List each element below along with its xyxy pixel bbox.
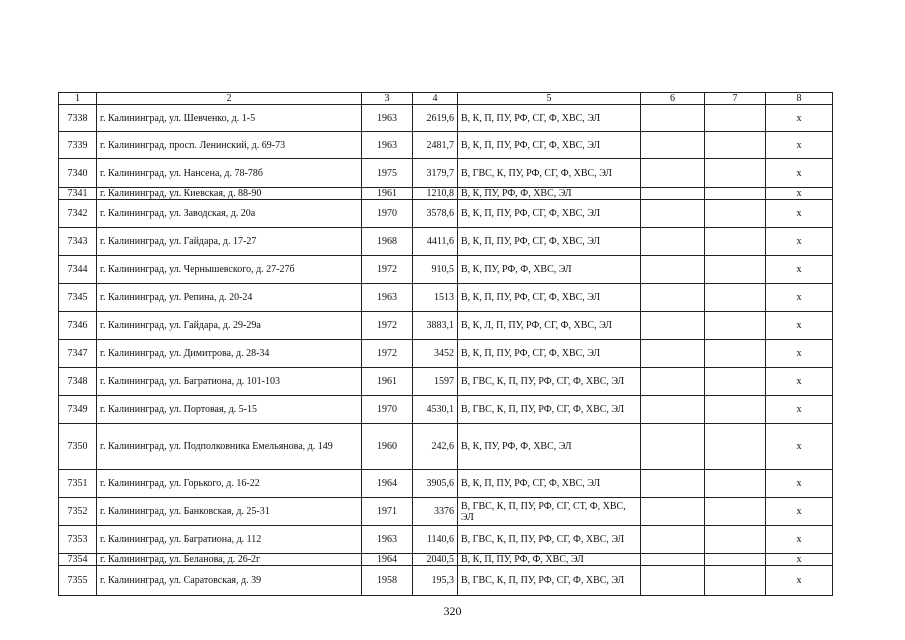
column-6-cell <box>641 188 705 200</box>
column-header: 8 <box>766 93 833 105</box>
services-cell: В, К, ПУ, РФ, Ф, ХВС, ЭЛ <box>458 188 641 200</box>
row-number: 7341 <box>59 188 97 200</box>
year-cell: 1963 <box>362 526 413 554</box>
column-8-cell: х <box>766 256 833 284</box>
column-6-cell <box>641 526 705 554</box>
services-cell: В, ГВС, К, П, ПУ, РФ, СГ, СТ, Ф, ХВС, ЭЛ <box>458 498 641 526</box>
area-cell: 2481,7 <box>413 132 458 159</box>
year-cell: 1964 <box>362 554 413 566</box>
area-cell: 1140,6 <box>413 526 458 554</box>
services-cell: В, К, ПУ, РФ, Ф, ХВС, ЭЛ <box>458 424 641 470</box>
address-cell: г. Калининград, ул. Димитрова, д. 28-34 <box>97 340 362 368</box>
column-6-cell <box>641 470 705 498</box>
address-cell: г. Калининград, ул. Горького, д. 16-22 <box>97 470 362 498</box>
row-number: 7339 <box>59 132 97 159</box>
column-7-cell <box>705 312 766 340</box>
column-7-cell <box>705 566 766 596</box>
address-cell: г. Калининград, ул. Беланова, д. 26-2г <box>97 554 362 566</box>
column-6-cell <box>641 368 705 396</box>
area-cell: 3883,1 <box>413 312 458 340</box>
area-cell: 1597 <box>413 368 458 396</box>
year-cell: 1972 <box>362 256 413 284</box>
area-cell: 910,5 <box>413 256 458 284</box>
column-header: 1 <box>59 93 97 105</box>
table-row <box>59 159 833 188</box>
column-8-cell: х <box>766 424 833 470</box>
column-header: 5 <box>458 93 641 105</box>
year-cell: 1964 <box>362 470 413 498</box>
area-cell: 195,3 <box>413 566 458 596</box>
year-cell: 1970 <box>362 200 413 228</box>
column-8-cell: х <box>766 526 833 554</box>
services-cell: В, ГВС, К, П, ПУ, РФ, СГ, Ф, ХВС, ЭЛ <box>458 526 641 554</box>
table-row <box>59 284 833 312</box>
column-7-cell <box>705 284 766 312</box>
table-row <box>59 526 833 554</box>
column-7-cell <box>705 498 766 526</box>
column-8-cell: х <box>766 105 833 132</box>
column-8-cell: х <box>766 284 833 312</box>
column-header: 2 <box>97 93 362 105</box>
column-7-cell <box>705 200 766 228</box>
column-8-cell: х <box>766 340 833 368</box>
area-cell: 1210,8 <box>413 188 458 200</box>
column-8-cell: х <box>766 368 833 396</box>
year-cell: 1963 <box>362 105 413 132</box>
column-header: 6 <box>641 93 705 105</box>
column-7-cell <box>705 188 766 200</box>
column-6-cell <box>641 132 705 159</box>
row-number: 7344 <box>59 256 97 284</box>
year-cell: 1963 <box>362 284 413 312</box>
address-cell: г. Калининград, ул. Заводская, д. 20а <box>97 200 362 228</box>
column-7-cell <box>705 340 766 368</box>
area-cell: 3578,6 <box>413 200 458 228</box>
row-number: 7353 <box>59 526 97 554</box>
year-cell: 1961 <box>362 368 413 396</box>
address-cell: г. Калининград, ул. Нансена, д. 78-78б <box>97 159 362 188</box>
column-8-cell: х <box>766 132 833 159</box>
address-cell: г. Калининград, ул. Репина, д. 20-24 <box>97 284 362 312</box>
column-header: 3 <box>362 93 413 105</box>
address-cell: г. Калининград, ул. Чернышевского, д. 27-27б <box>97 256 362 284</box>
column-7-cell <box>705 396 766 424</box>
row-number: 7345 <box>59 284 97 312</box>
column-8-cell: х <box>766 566 833 596</box>
year-cell: 1975 <box>362 159 413 188</box>
housing-register-table <box>58 92 833 596</box>
column-7-cell <box>705 470 766 498</box>
page-number: 320 <box>443 604 462 618</box>
column-6-cell <box>641 159 705 188</box>
address-cell: г. Калининград, ул. Банковская, д. 25-31 <box>97 498 362 526</box>
year-cell: 1971 <box>362 498 413 526</box>
services-cell: В, ГВС, К, П, ПУ, РФ, СГ, Ф, ХВС, ЭЛ <box>458 396 641 424</box>
address-cell: г. Калининград, ул. Шевченко, д. 1-5 <box>97 105 362 132</box>
column-8-cell: х <box>766 470 833 498</box>
table-row <box>59 498 833 526</box>
address-cell: г. Калининград, ул. Портовая, д. 5-15 <box>97 396 362 424</box>
column-7-cell <box>705 228 766 256</box>
services-cell: В, ГВС, К, П, ПУ, РФ, СГ, Ф, ХВС, ЭЛ <box>458 368 641 396</box>
services-cell: В, К, П, ПУ, РФ, СГ, Ф, ХВС, ЭЛ <box>458 340 641 368</box>
year-cell: 1970 <box>362 396 413 424</box>
year-cell: 1968 <box>362 228 413 256</box>
table-row <box>59 566 833 596</box>
row-number: 7352 <box>59 498 97 526</box>
area-cell: 1513 <box>413 284 458 312</box>
column-8-cell: х <box>766 554 833 566</box>
table-row <box>59 554 833 566</box>
table-row <box>59 256 833 284</box>
row-number: 7338 <box>59 105 97 132</box>
address-cell: г. Калининград, ул. Гайдара, д. 29-29а <box>97 312 362 340</box>
column-8-cell: х <box>766 312 833 340</box>
row-number: 7350 <box>59 424 97 470</box>
column-8-cell: х <box>766 498 833 526</box>
year-cell: 1958 <box>362 566 413 596</box>
table-row <box>59 228 833 256</box>
column-7-cell <box>705 105 766 132</box>
area-cell: 242,6 <box>413 424 458 470</box>
column-6-cell <box>641 396 705 424</box>
column-6-cell <box>641 228 705 256</box>
services-cell: В, К, П, ПУ, РФ, СГ, Ф, ХВС, ЭЛ <box>458 132 641 159</box>
year-cell: 1963 <box>362 132 413 159</box>
column-6-cell <box>641 284 705 312</box>
year-cell: 1960 <box>362 424 413 470</box>
address-cell: г. Калининград, ул. Подполковника Емельянова, д. 149 <box>97 424 362 470</box>
column-7-cell <box>705 256 766 284</box>
area-cell: 3179,7 <box>413 159 458 188</box>
year-cell: 1972 <box>362 312 413 340</box>
table-row <box>59 368 833 396</box>
column-7-cell <box>705 132 766 159</box>
row-number: 7348 <box>59 368 97 396</box>
area-cell: 4530,1 <box>413 396 458 424</box>
area-cell: 3452 <box>413 340 458 368</box>
column-header: 4 <box>413 93 458 105</box>
row-number: 7340 <box>59 159 97 188</box>
address-cell: г. Калининград, ул. Багратиона, д. 112 <box>97 526 362 554</box>
table-row <box>59 340 833 368</box>
services-cell: В, К, П, ПУ, РФ, СГ, Ф, ХВС, ЭЛ <box>458 200 641 228</box>
services-cell: В, ГВС, К, ПУ, РФ, СГ, Ф, ХВС, ЭЛ <box>458 159 641 188</box>
table-row <box>59 200 833 228</box>
address-cell: г. Калининград, ул. Киевская, д. 88-90 <box>97 188 362 200</box>
table-row <box>59 312 833 340</box>
services-cell: В, К, П, ПУ, РФ, Ф, ХВС, ЭЛ <box>458 554 641 566</box>
address-cell: г. Калининград, ул. Багратиона, д. 101-103 <box>97 368 362 396</box>
column-8-cell: х <box>766 396 833 424</box>
column-6-cell <box>641 566 705 596</box>
column-8-cell: х <box>766 188 833 200</box>
area-cell: 4411,6 <box>413 228 458 256</box>
column-8-cell: х <box>766 159 833 188</box>
column-7-cell <box>705 159 766 188</box>
address-cell: г. Калининград, просп. Ленинский, д. 69-73 <box>97 132 362 159</box>
column-8-cell: х <box>766 228 833 256</box>
column-6-cell <box>641 498 705 526</box>
services-cell: В, ГВС, К, П, ПУ, РФ, СГ, Ф, ХВС, ЭЛ <box>458 566 641 596</box>
column-7-cell <box>705 368 766 396</box>
year-cell: 1972 <box>362 340 413 368</box>
column-header: 7 <box>705 93 766 105</box>
row-number: 7342 <box>59 200 97 228</box>
services-cell: В, К, П, ПУ, РФ, СГ, Ф, ХВС, ЭЛ <box>458 105 641 132</box>
column-6-cell <box>641 312 705 340</box>
column-7-cell <box>705 526 766 554</box>
column-6-cell <box>641 554 705 566</box>
table-row <box>59 132 833 159</box>
area-cell: 3905,6 <box>413 470 458 498</box>
table-row <box>59 188 833 200</box>
services-cell: В, К, Л, П, ПУ, РФ, СГ, Ф, ХВС, ЭЛ <box>458 312 641 340</box>
row-number: 7354 <box>59 554 97 566</box>
row-number: 7355 <box>59 566 97 596</box>
services-cell: В, К, ПУ, РФ, Ф, ХВС, ЭЛ <box>458 256 641 284</box>
table-row <box>59 396 833 424</box>
services-cell: В, К, П, ПУ, РФ, СГ, Ф, ХВС, ЭЛ <box>458 228 641 256</box>
table-row <box>59 424 833 470</box>
column-7-cell <box>705 554 766 566</box>
column-6-cell <box>641 424 705 470</box>
area-cell: 2040,5 <box>413 554 458 566</box>
table-row <box>59 105 833 132</box>
address-cell: г. Калининград, ул. Саратовская, д. 39 <box>97 566 362 596</box>
column-6-cell <box>641 105 705 132</box>
address-cell: г. Калининград, ул. Гайдара, д. 17-27 <box>97 228 362 256</box>
column-6-cell <box>641 340 705 368</box>
column-7-cell <box>705 424 766 470</box>
row-number: 7343 <box>59 228 97 256</box>
table-row <box>59 470 833 498</box>
column-header-row <box>59 93 833 105</box>
row-number: 7349 <box>59 396 97 424</box>
services-cell: В, К, П, ПУ, РФ, СГ, Ф, ХВС, ЭЛ <box>458 284 641 312</box>
area-cell: 2619,6 <box>413 105 458 132</box>
row-number: 7346 <box>59 312 97 340</box>
row-number: 7347 <box>59 340 97 368</box>
column-8-cell: х <box>766 200 833 228</box>
services-cell: В, К, П, ПУ, РФ, СГ, Ф, ХВС, ЭЛ <box>458 470 641 498</box>
column-6-cell <box>641 200 705 228</box>
year-cell: 1961 <box>362 188 413 200</box>
column-6-cell <box>641 256 705 284</box>
area-cell: 3376 <box>413 498 458 526</box>
row-number: 7351 <box>59 470 97 498</box>
